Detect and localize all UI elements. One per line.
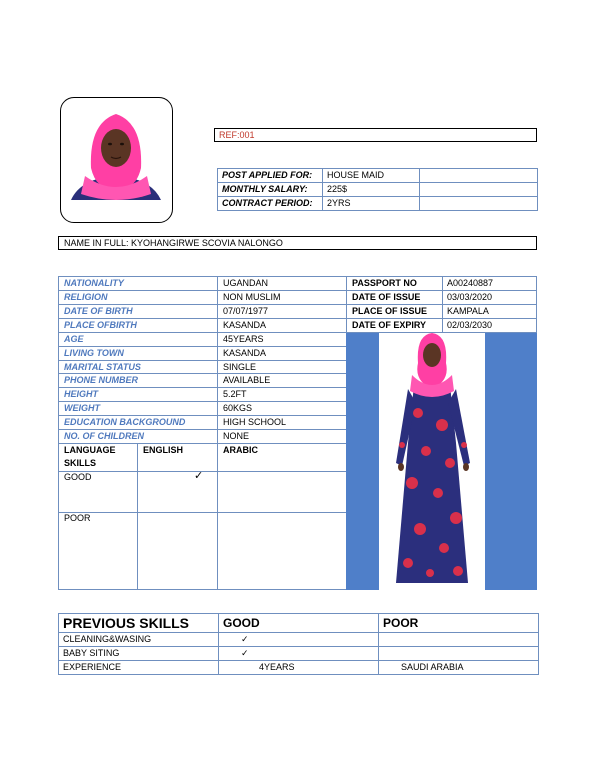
- headshot-photo-frame: [60, 97, 173, 223]
- skill-name: BABY SITING: [59, 647, 219, 661]
- contract-value: 2YRS: [323, 197, 420, 211]
- skill-name: CLEANING&WASING: [59, 633, 219, 647]
- nationality-label: NATIONALITY: [64, 278, 124, 288]
- contract-empty-cell: [420, 197, 538, 211]
- post-applied-table: [217, 168, 538, 211]
- skill-poor: [379, 633, 539, 647]
- salary-label: MONTHLY SALARY:: [218, 183, 323, 197]
- skill-row-babysitting: [59, 647, 539, 661]
- age-label: AGE: [64, 334, 84, 344]
- marital-status-value: SINGLE: [223, 362, 257, 372]
- english-header: ENGLISH: [143, 445, 184, 455]
- skill-name: EXPERIENCE: [59, 661, 219, 675]
- nationality-value: UGANDAN: [223, 278, 269, 288]
- post-empty-cell: [420, 169, 538, 183]
- living-town-value: KASANDA: [223, 348, 267, 358]
- religion-label: RELIGION: [64, 292, 108, 302]
- reference-box: [214, 128, 537, 142]
- salary-empty-cell: [420, 183, 538, 197]
- passport-no-value: A00240887: [447, 278, 494, 288]
- dob-label: DATE OF BIRTH: [64, 306, 133, 316]
- marital-status-label: MARITAL STATUS: [64, 362, 141, 372]
- education-label: EDUCATION BACKGROUND: [64, 417, 186, 427]
- weight-label: WEIGHT: [64, 403, 100, 413]
- skill-row-cleaning: [59, 633, 539, 647]
- experience-country: SAUDI ARABIA: [379, 661, 539, 675]
- salary-row: [218, 183, 538, 197]
- living-town-label: LIVING TOWN: [64, 348, 124, 358]
- previous-skills-header: PREVIOUS SKILLS: [59, 614, 219, 633]
- skills-good-header: GOOD: [219, 614, 379, 633]
- post-row: [218, 169, 538, 183]
- full-name: NAME IN FULL: KYOHANGIRWE SCOVIA NALONGO: [64, 238, 283, 248]
- weight-value: 60KGS: [223, 403, 253, 413]
- full-body-photo: [346, 333, 537, 590]
- language-skills-header: LANGUAGE SKILLS: [64, 445, 116, 468]
- place-of-issue-label: PLACE OF ISSUE: [352, 306, 428, 316]
- english-good-checkmark: ✓: [194, 470, 204, 482]
- phone-value: AVAILABLE: [223, 375, 271, 385]
- language-good-label: GOOD: [64, 472, 92, 482]
- expiry-date-label: DATE OF EXPIRY: [352, 320, 427, 330]
- height-label: HEIGHT: [64, 389, 99, 399]
- reference-number: REF:001: [219, 130, 255, 140]
- experience-years: 4YEARS: [219, 661, 379, 675]
- headshot-photo: [61, 98, 172, 222]
- issue-date-value: 03/03/2020: [447, 292, 493, 302]
- place-of-birth-value: KASANDA: [223, 320, 267, 330]
- full-name-box: [58, 236, 537, 250]
- place-of-birth-label: PLACE OFBIRTH: [64, 320, 137, 330]
- skill-good-check: ✓: [219, 633, 379, 647]
- religion-value: NON MUSLIM: [223, 292, 281, 302]
- arabic-header: ARABIC: [223, 445, 258, 455]
- children-label: NO. OF CHILDREN: [64, 431, 144, 441]
- skills-header-row: [59, 614, 539, 633]
- salary-value: 225$: [323, 183, 420, 197]
- expiry-date-value: 02/03/2030: [447, 320, 493, 330]
- skills-poor-header: POOR: [379, 614, 539, 633]
- previous-skills-table: [58, 613, 539, 675]
- place-of-issue-value: KAMPALA: [447, 306, 489, 316]
- height-value: 5.2FT: [223, 389, 247, 399]
- education-value: HIGH SCHOOL: [223, 417, 287, 427]
- post-label: POST APPLIED FOR:: [218, 169, 323, 183]
- language-poor-label: POOR: [64, 513, 91, 523]
- contract-label: CONTRACT PERIOD:: [218, 197, 323, 211]
- contract-row: [218, 197, 538, 211]
- skill-good-check: ✓: [219, 647, 379, 661]
- skill-poor: [379, 647, 539, 661]
- passport-no-label: PASSPORT NO: [352, 278, 417, 288]
- skill-row-experience: [59, 661, 539, 675]
- dob-value: 07/07/1977: [223, 306, 269, 316]
- full-body-photo-image: [346, 333, 537, 590]
- age-value: 45YEARS: [223, 334, 264, 344]
- issue-date-label: DATE OF ISSUE: [352, 292, 421, 302]
- children-value: NONE: [223, 431, 250, 441]
- phone-label: PHONE NUMBER: [64, 375, 139, 385]
- post-value: HOUSE MAID: [323, 169, 420, 183]
